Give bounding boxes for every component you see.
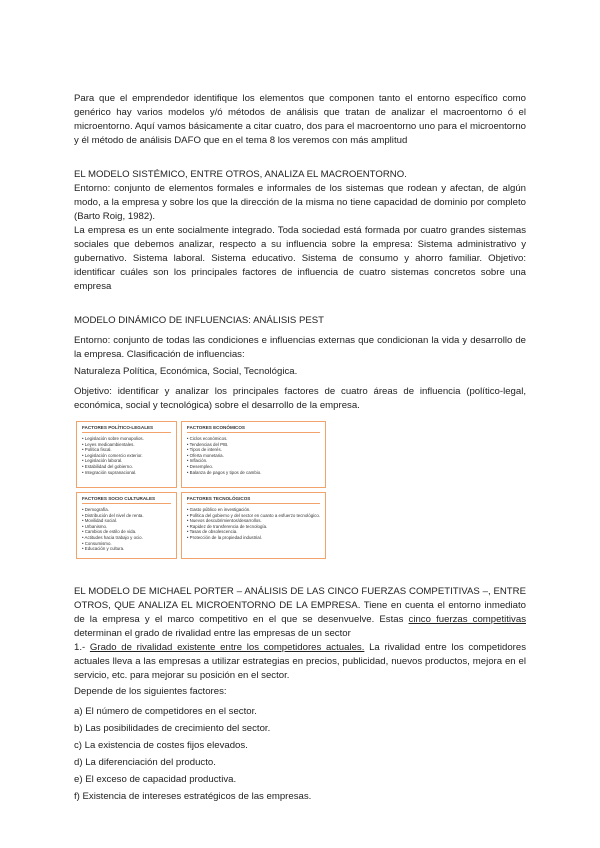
sistemico-empresa: La empresa es un ente socialmente integrado. Toda sociedad está formada por cuatro grandes sistemas sociales que debemos analizar, respecto a su influencia sobre la empresa: Sistema administrativo y gubernativo. Sistema laboral. Sistema educativo. Sistema de consumo y ahorro familiar. Objetivo: identificar cuáles son los principales factores de influencia de cuatro sistemas concretos sobre una empresa — [74, 225, 526, 292]
pest-box-title: FACTORES TECNOLÓGICOS — [187, 496, 320, 504]
list-item: c) La existencia de costes fijos elevados. — [74, 740, 248, 751]
pest-factor-item: • Rapidez de transferencia de tecnología. — [187, 524, 320, 530]
pest-factor-item: • Gasto público en investigación. — [187, 507, 320, 513]
porter-point-1 — [74, 641, 526, 683]
pest-factor-item: • Desempleo. — [187, 464, 320, 470]
pest-factor-item: • Tipos de interés. — [187, 447, 320, 453]
pest-factor-item: • Leyes medioambientales. — [82, 442, 171, 448]
porter-intro-end: determinan el grado de rivalidad entre las empresas de un sector — [74, 628, 351, 639]
pest-factor-item: • Balanza de pagos y tipos de cambio. — [187, 470, 320, 476]
pest-factor-item: • Nuevos descubrimientos/desarrollos. — [187, 518, 320, 524]
pest-factor-item: • Oferta monetaria. — [187, 453, 320, 459]
list-item: d) La diferenciación del producto. — [74, 757, 216, 768]
pest-factor-item: • Política fiscal. — [82, 447, 171, 453]
pest-box-tecnologico — [181, 492, 326, 559]
intro-paragraph: Para que el emprendedor identifique los elementos que componen tanto el entorno específico como genérico hay varios modelos y/ó métodos de análisis que tratan de analizar el macroentorno ó el microentorno. Aquí vamos básicamente a citar cuatro, dos para el macroentorno uno para el microentorno y él método de análisis DAFO que en el tema 8 los veremos con más amplitud — [74, 93, 526, 146]
porter-intro-text: Tiene en cuenta el entorno inmediato de la empresa y el marco competitivo en el que se desenvuelve. Estas — [74, 600, 526, 625]
pest-factor-item: • Educación y cultura. — [82, 546, 171, 552]
pest-box-title: FACTORES SOCIO CULTURALES — [82, 496, 171, 504]
pest-factor-item: • Estabilidad del gobierno. — [82, 464, 171, 470]
point-number: 1.- — [74, 642, 90, 653]
list-item: b) Las posibilidades de crecimiento del sector. — [74, 723, 271, 734]
pest-box-economico — [181, 421, 326, 488]
document-page — [74, 92, 526, 807]
pest-box-sociocultural — [76, 492, 177, 559]
pest-entorno: Entorno: conjunto de todas las condiciones e influencias externas que condicionan la vida y desarrollo de la empresa. Clasificación de influencias: — [74, 335, 526, 360]
pest-heading: MODELO DINÁMICO DE INFLUENCIAS: ANÁLISIS PEST — [74, 315, 325, 326]
pest-factor-item: • Integración supranacional. — [82, 470, 171, 476]
pest-factors-figure — [76, 421, 326, 559]
pest-factor-item: • Urbanismo. — [82, 524, 171, 530]
pest-factor-item: • Protección de la propiedad industrial. — [187, 535, 320, 541]
pest-factor-item: • Inflación. — [187, 458, 320, 464]
pest-factor-item: • Consumismo. — [82, 541, 171, 547]
list-item: a) El número de competidores en el sector. — [74, 706, 257, 717]
pest-objetivo: Objetivo: identificar y analizar los principales factores de cuatro áreas de influencia (político-legal, económica, social y tecnológica) sobre el desarrollo de la empresa. — [74, 386, 526, 411]
pest-naturaleza: Naturaleza Política, Económica, Social, Tecnológica. — [74, 366, 298, 377]
porter-depende: Depende de los siguientes factores: — [74, 686, 227, 697]
list-item: f) Existencia de intereses estratégicos de las empresas. — [74, 791, 312, 802]
pest-factor-item: • Política del gobierno y del sector en cuanto a esfuerzo tecnológico. — [187, 513, 320, 519]
porter-paragraph — [74, 585, 526, 641]
sistemico-heading: EL MODELO SISTÉMICO, ENTRE OTROS, ANALIZA EL MACROENTORNO. — [74, 169, 407, 180]
pest-box-politico — [76, 421, 177, 488]
pest-factor-item: • Actitudes hacia trabajo y ocio. — [82, 535, 171, 541]
pest-factor-item: • Ciclos económicos. — [187, 436, 320, 442]
pest-factor-item: • Movilidad social. — [82, 518, 171, 524]
point-text: La rivalidad entre los competidores actuales lleva a las empresas a utilizar estrategias en precios, publicidad, nuevos productos, mejora en el servicio, etc. para mejorar su posición en el sector. — [74, 642, 526, 681]
pest-factor-item: • Legislación comercio exterior. — [82, 453, 171, 459]
pest-factor-item: • Legislación sobre monopolios. — [82, 436, 171, 442]
list-item: e) El exceso de capacidad productiva. — [74, 774, 237, 785]
pest-factor-item: • Distribución del nivel de renta. — [82, 513, 171, 519]
factor-list — [74, 705, 526, 804]
cinco-fuerzas-link[interactable]: cinco fuerzas competitivas — [408, 614, 526, 625]
pest-box-title: FACTORES POLÍTICO-LEGALES — [82, 425, 171, 433]
point-title: Grado de rivalidad existente entre los competidores actuales. — [89, 642, 365, 653]
pest-factor-item: • Tendencias del PIB. — [187, 442, 320, 448]
pest-factor-item: • Cambios de estilo de vida. — [82, 529, 171, 535]
sistemico-entorno: Entorno: conjunto de elementos formales e informales de los sistemas que rodean y afectan, de algún modo, a la empresa y sobre los que la dirección de la misma no tiene capacidad de dominio por completo (Barto Roig, 1982). — [74, 183, 526, 222]
porter-heading: EL MODELO DE MICHAEL PORTER – ANÁLISIS DE LAS CINCO FUERZAS COMPETITIVAS –, ENTRE OTROS, QUE ANALIZA EL MICROENTORNO DE LA EMPRESA. — [74, 586, 526, 611]
pest-factor-item: • Legislación laboral. — [82, 458, 171, 464]
pest-box-title: FACTORES ECONÓMICOS — [187, 425, 320, 433]
pest-factor-item: • Demografía. — [82, 507, 171, 513]
pest-factor-item: • Tasas de obsolescencia. — [187, 529, 320, 535]
